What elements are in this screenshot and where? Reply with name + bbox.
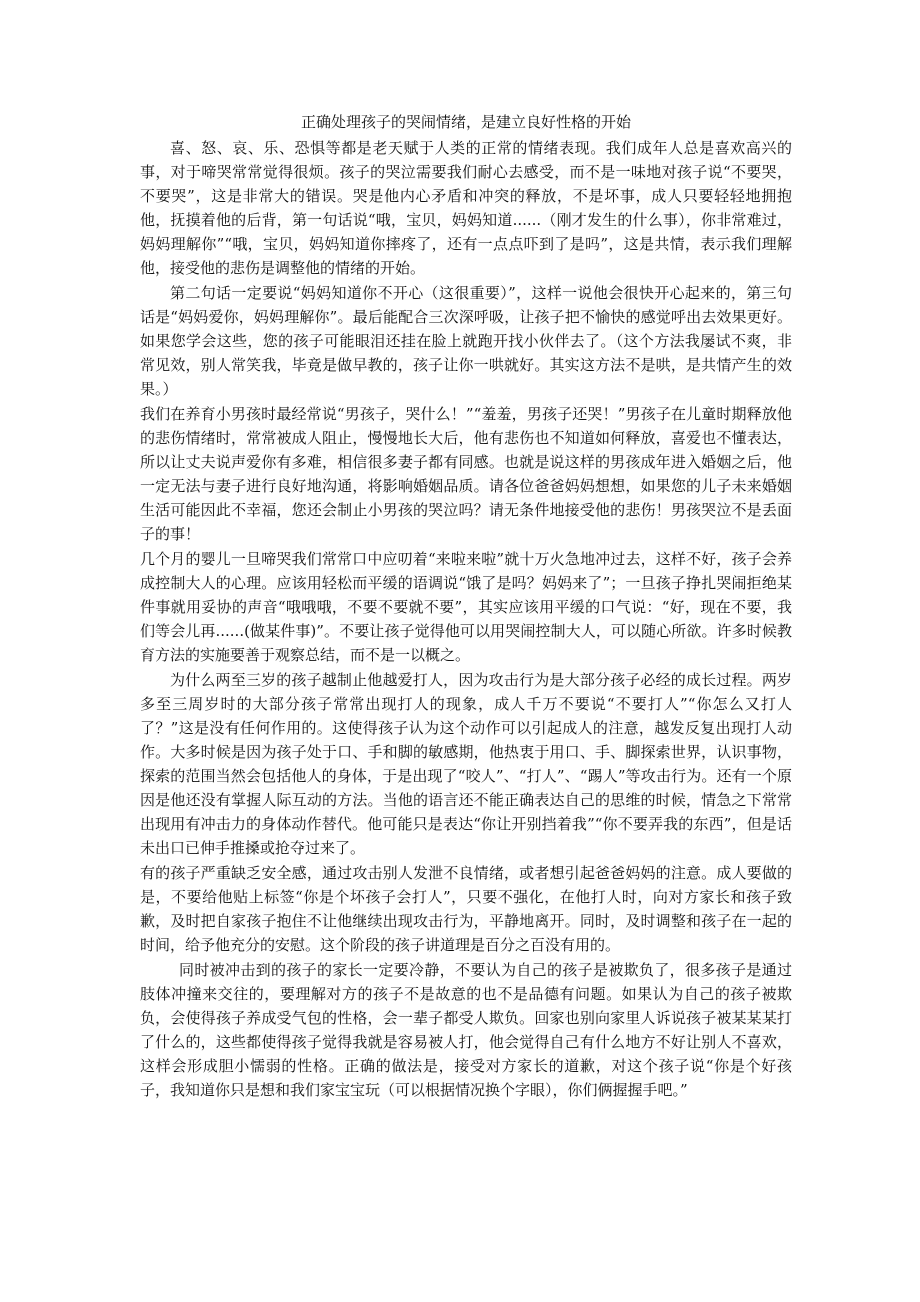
paragraph-3: 我们在养育小男孩时最经常说“男孩子，哭什么！”“羞羞，男孩子还哭！”男孩子在儿童时期释放他的悲伤情绪时，常常被成人阻止，慢慢地长大后，他有悲伤也不知道如何释放，喜爱也不懂表达，所以让丈夫说声爱你有多难，相信很多妻子都有同感。也就是说这样的男孩成年进入婚姻之后，他一定无法与妻子进行良好地沟通，将影响婚姻品质。请各位爸爸妈妈想想，如果您的儿子未来婚姻生活可能因此不幸福，您还会制止小男孩的哭泣吗？请无条件地接受他的悲伤！男孩哭泣不是丢面子的事！ [140, 405, 792, 543]
paragraph-1: 喜、怒、哀、乐、恐惧等都是老天赋于人类的正常的情绪表现。我们成年人总是喜欢高兴的事，对于啼哭常常觉得很烦。孩子的哭泣需要我们耐心去感受，而不是一味地对孩子说“不要哭，不要哭”，这是非常大的错误。哭是他内心矛盾和冲突的释放，不是坏事，成人只要轻轻地拥抱他，抚摸着他的后背，第一句话说“哦，宝贝，妈妈知道......（刚才发生的什么事），你非常难过，妈妈理解你”“哦，宝贝，妈妈知道你摔疼了，还有一点点吓到了是吗”，这是共情，表示我们理解他，接受他的悲伤是调整他的情绪的开始。 [140, 139, 792, 277]
document-title: 正确处理孩子的哭闹情绪，是建立良好性格的开始 [300, 113, 631, 131]
document-page [140, 110, 792, 1103]
paragraph-7: 同时被冲击到的孩子的家长一定要冷静，不要认为自己的孩子是被欺负了，很多孩子是通过肢体冲撞来交往的，要理解对方的孩子不是故意的也不是品德有问题。如果认为自己的孩子被欺负，会使得孩子养成受气包的性格，会一辈子都受人欺负。回家也别向家里人诉说孩子被某某某打了什么的，这些都使得孩子觉得我就是容易被人打，他会觉得自己有什么地方不好让别人不喜欢，这样会形成胆小懦弱的性格。正确的做法是，接受对方家长的道歉，对这个孩子说“你是个好孩子，我知道你只是想和我们家宝宝玩（可以根据情况换个字眼），你们俩握握手吧。” [140, 961, 792, 1099]
paragraph-2: 第二句话一定要说“妈妈知道你不开心（这很重要）”，这样一说他会很快开心起来的，第三句话是“妈妈爱你，妈妈理解你”。最后能配合三次深呼吸，让孩子把不愉快的感觉呼出去效果更好。如果您学会这些，您的孩子可能眼泪还挂在脸上就跑开找小伙伴去了。（这个方法我屡试不爽，非常见效，别人常笑我，毕竟是做早教的，孩子让你一哄就好。其实这方法不是哄，是共情产生的效果。） [140, 284, 792, 398]
paragraph-4: 几个月的婴儿一旦啼哭我们常常口中应叨着“来啦来啦”就十万火急地冲过去，这样不好，孩子会养成控制大人的心理。应该用轻松而平缓的语调说“饿了是吗？妈妈来了”；一旦孩子挣扎哭闹拒绝某件事就用妥协的声音“哦哦哦，不要不要就不要”，其实应该用平缓的口气说：“好，现在不要，我们等会儿再......(做某件事)”。不要让孩子觉得他可以用哭闹控制大人，可以随心所欲。许多时候教育方法的实施要善于观察总结，而不是一以概之。 [140, 550, 792, 664]
paragraph-6: 有的孩子严重缺乏安全感，通过攻击别人发泄不良情绪，或者想引起爸爸妈妈的注意。成人要做的是，不要给他贴上标签“你是个坏孩子会打人”，只要不强化，在他打人时，向对方家长和孩子致歉，及时把自家孩子抱住不让他继续出现攻击行为，平静地离开。同时，及时调整和孩子在一起的时间，给予他充分的安慰。这个阶段的孩子讲道理是百分之百没有用的。 [140, 864, 792, 954]
paragraph-5: 为什么两至三岁的孩子越制止他越爱打人，因为攻击行为是大部分孩子必经的成长过程。两岁多至三周岁时的大部分孩子常常出现打人的现象，成人千万不要说“不要打人”“你怎么又打人了？”这是没有任何作用的。这使得孩子认为这个动作可以引起成人的注意，越发反复出现打人动作。大多时候是因为孩子处于口、手和脚的敏感期，他热衷于用口、手、脚探索世界，认识事物，探索的范围当然会包括他人的身体，于是出现了“咬人”、“打人”、“踢人”等攻击行为。还有一个原因是他还没有掌握人际互动的方法。当他的语言还不能正确表达自己的思维的时候，情急之下常常出现用有冲击力的身体动作替代。他可能只是表达“你让开别挡着我”“你不要弄我的东西”，但是话未出口已伸手推搡或抢夺过来了。 [140, 671, 792, 857]
